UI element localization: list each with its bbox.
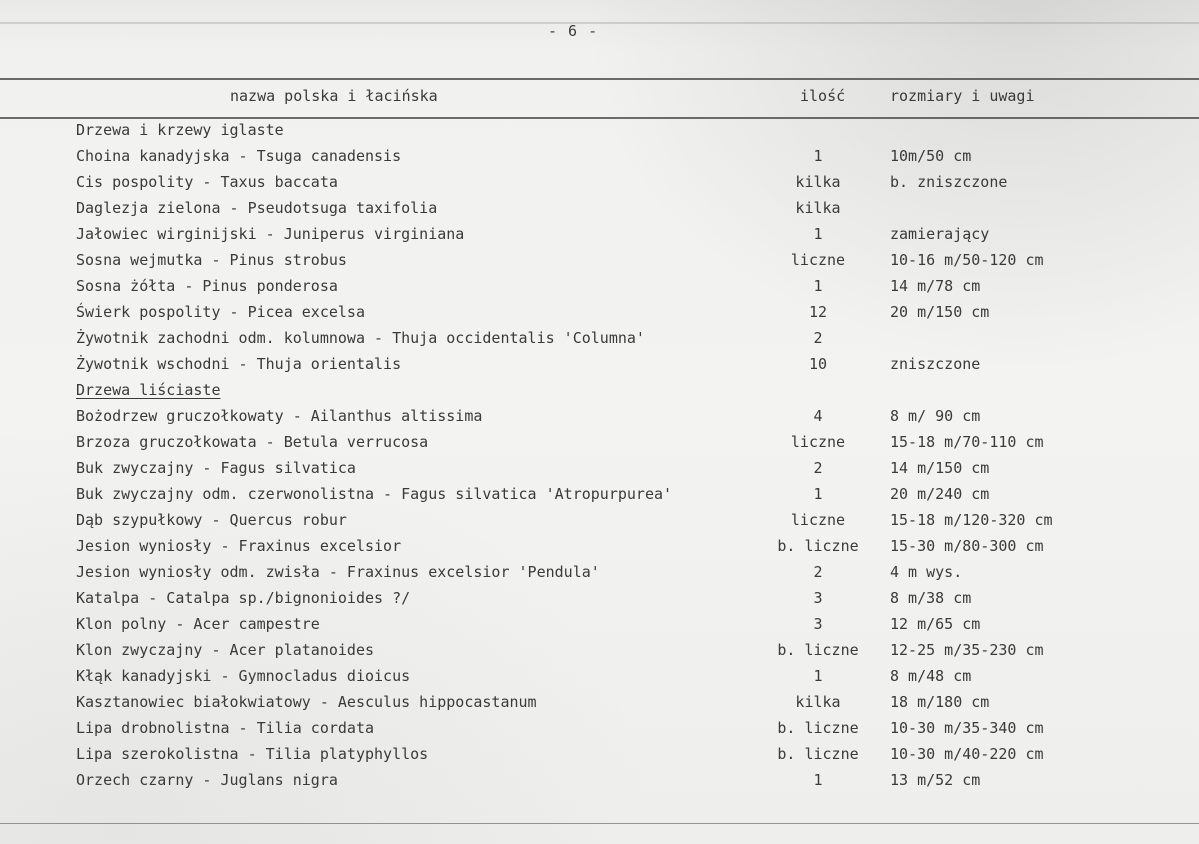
table-row (0, 563, 1199, 589)
species-notes: 10-16 m/50-120 cm (890, 251, 1044, 269)
species-notes: 10-30 m/40-220 cm (890, 745, 1044, 763)
table-row (0, 693, 1199, 719)
table-row (0, 329, 1199, 355)
species-notes: 14 m/150 cm (890, 459, 990, 477)
species-quantity: b. liczne (777, 641, 859, 659)
species-notes: 10m/50 cm (890, 147, 972, 165)
species-name: Kłąk kanadyjski - Gymnocladus dioicus (76, 667, 411, 685)
species-name: Bożodrzew gruczołkowaty - Ailanthus altissima (76, 407, 483, 425)
species-notes: 14 m/78 cm (890, 277, 981, 295)
species-name: Żywotnik wschodni - Thuja orientalis (76, 355, 402, 373)
species-quantity: b. liczne (777, 537, 859, 555)
table-row (0, 667, 1199, 693)
species-quantity: kilka (795, 693, 841, 711)
species-quantity: 2 (813, 563, 823, 581)
table-row (0, 199, 1199, 225)
section-title: Drzewa i krzewy iglaste (76, 121, 284, 139)
column-header-name: nazwa polska i łacińska (230, 87, 438, 105)
species-quantity: kilka (795, 199, 841, 217)
species-quantity: 4 (813, 407, 823, 425)
table-row (0, 277, 1199, 303)
species-quantity: b. liczne (777, 745, 859, 763)
species-quantity: 1 (813, 147, 823, 165)
species-quantity: b. liczne (777, 719, 859, 737)
species-name: Brzoza gruczołkowata - Betula verrucosa (76, 433, 429, 451)
table-row (0, 537, 1199, 563)
species-quantity: liczne (790, 433, 846, 451)
species-name: Sosna wejmutka - Pinus strobus (76, 251, 347, 269)
species-quantity: 2 (813, 459, 823, 477)
section-title: Drzewa liściaste (76, 381, 221, 399)
species-name: Jesion wyniosły odm. zwisła - Fraxinus excelsior 'Pendula' (76, 563, 600, 581)
species-quantity: 3 (813, 589, 823, 607)
species-quantity: 12 (808, 303, 828, 321)
species-notes: zniszczone (890, 355, 981, 373)
table-row (0, 615, 1199, 641)
header-top-rule (0, 78, 1199, 80)
species-name: Orzech czarny - Juglans nigra (76, 771, 338, 789)
page-number: - 6 - (548, 22, 599, 40)
table-row (0, 407, 1199, 433)
species-quantity: liczne (790, 251, 846, 269)
table-row (0, 433, 1199, 459)
table-row (0, 771, 1199, 797)
species-name: Jesion wyniosły - Fraxinus excelsior (76, 537, 402, 555)
species-name: Lipa drobnolistna - Tilia cordata (76, 719, 375, 737)
species-name: Kasztanowiec białokwiatowy - Aesculus hippocastanum (76, 693, 537, 711)
table-row (0, 225, 1199, 251)
species-quantity: 1 (813, 225, 823, 243)
table-row (0, 173, 1199, 199)
species-quantity: 1 (813, 771, 823, 789)
table-row (0, 745, 1199, 771)
column-header-notes: rozmiary i uwagi (890, 87, 1035, 105)
species-name: Jałowiec wirginijski - Juniperus virginiana (76, 225, 465, 243)
species-notes: 15-18 m/120-320 cm (890, 511, 1053, 529)
table-row (0, 719, 1199, 745)
column-header-quantity: ilość (800, 87, 846, 105)
species-name: Cis pospolity - Taxus baccata (76, 173, 338, 191)
species-notes: 8 m/38 cm (890, 589, 972, 607)
species-quantity: 1 (813, 485, 823, 503)
species-quantity: 1 (813, 277, 823, 295)
species-quantity: 1 (813, 667, 823, 685)
table-row (0, 303, 1199, 329)
table-row (0, 251, 1199, 277)
species-name: Klon zwyczajny - Acer platanoides (76, 641, 375, 659)
table-row (0, 147, 1199, 173)
species-notes: 18 m/180 cm (890, 693, 990, 711)
bottom-rule (0, 823, 1199, 824)
species-name: Dąb szypułkowy - Quercus robur (76, 511, 347, 529)
scan-edge-line (0, 22, 1199, 24)
table-row (0, 511, 1199, 537)
species-name: Katalpa - Catalpa sp./bignonioides ?/ (76, 589, 411, 607)
species-notes: 13 m/52 cm (890, 771, 981, 789)
species-notes: 8 m/48 cm (890, 667, 972, 685)
species-notes: 12-25 m/35-230 cm (890, 641, 1044, 659)
table-row (0, 641, 1199, 667)
species-name: Świerk pospolity - Picea excelsa (76, 303, 365, 321)
table-row (0, 459, 1199, 485)
species-notes: 8 m/ 90 cm (890, 407, 981, 425)
species-name: Buk zwyczajny odm. czerwonolistna - Fagus silvatica 'Atropurpurea' (76, 485, 673, 503)
species-quantity: liczne (790, 511, 846, 529)
species-quantity: 2 (813, 329, 823, 347)
species-name: Klon polny - Acer campestre (76, 615, 320, 633)
species-notes: 15-18 m/70-110 cm (890, 433, 1044, 451)
species-name: Choina kanadyjska - Tsuga canadensis (76, 147, 402, 165)
species-notes: b. zniszczone (890, 173, 1008, 191)
species-notes: zamierający (890, 225, 990, 243)
species-notes: 20 m/150 cm (890, 303, 990, 321)
table-row (0, 485, 1199, 511)
species-notes: 12 m/65 cm (890, 615, 981, 633)
species-notes: 15-30 m/80-300 cm (890, 537, 1044, 555)
table-row (0, 355, 1199, 381)
species-quantity: kilka (795, 173, 841, 191)
species-name: Lipa szerokolistna - Tilia platyphyllos (76, 745, 429, 763)
species-notes: 10-30 m/35-340 cm (890, 719, 1044, 737)
table-row (0, 589, 1199, 615)
species-quantity: 10 (808, 355, 828, 373)
species-notes: 4 m wys. (890, 563, 963, 581)
species-quantity: 3 (813, 615, 823, 633)
header-bottom-rule (0, 117, 1199, 119)
species-name: Sosna żółta - Pinus ponderosa (76, 277, 338, 295)
species-name: Buk zwyczajny - Fagus silvatica (76, 459, 356, 477)
species-name: Żywotnik zachodni odm. kolumnowa - Thuja occidentalis 'Columna' (76, 329, 645, 347)
species-notes: 20 m/240 cm (890, 485, 990, 503)
species-name: Daglezja zielona - Pseudotsuga taxifolia (76, 199, 438, 217)
